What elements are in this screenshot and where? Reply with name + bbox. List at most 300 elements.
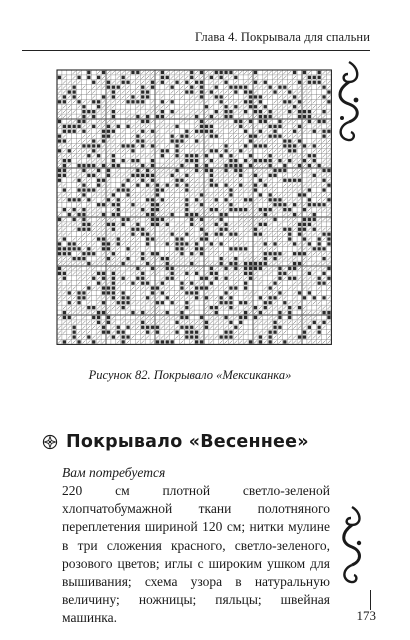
stitch-cell (210, 306, 213, 309)
stitch-cell (254, 71, 257, 74)
stitch-cell (92, 149, 95, 152)
stitch-cell (176, 326, 179, 329)
stitch-cell (77, 213, 80, 216)
stitch-cell (78, 130, 81, 133)
stitch-cell (151, 179, 154, 182)
stitch-cell (303, 81, 306, 84)
stitch-cell (156, 286, 159, 289)
stitch-cell (239, 125, 242, 128)
stitch-cell (126, 301, 129, 304)
stitch-cell (63, 340, 66, 343)
stitch-cell (254, 159, 257, 162)
stitch-cell (171, 189, 174, 192)
stitch-cell (136, 233, 139, 236)
stitch-cell (303, 296, 306, 299)
stitch-cell (244, 169, 247, 172)
stitch-cell (141, 71, 144, 74)
stitch-cell (141, 135, 144, 138)
stitch-cell (190, 267, 193, 270)
stitch-cell (107, 267, 110, 270)
stitch-cell (283, 213, 286, 216)
stitch-cell (156, 321, 159, 324)
stitch-cell (230, 277, 233, 280)
stitch-cell (112, 100, 115, 103)
stitch-cell (151, 208, 154, 211)
stitch-cell (298, 262, 301, 265)
stitch-cell (318, 277, 321, 280)
stitch-cell (229, 306, 232, 309)
stitch-cell (82, 130, 85, 133)
stitch-cell (190, 326, 193, 329)
stitch-cell (254, 321, 257, 324)
stitch-cell (318, 174, 321, 177)
stitch-cell (328, 96, 331, 99)
stitch-cell (269, 296, 272, 299)
stitch-cell (254, 306, 257, 309)
stitch-cell (107, 179, 110, 182)
stitch-cell (234, 326, 237, 329)
stitch-cell (63, 262, 66, 265)
stitch-cell (249, 105, 252, 108)
stitch-cell (269, 149, 272, 152)
top-flourish-icon (334, 60, 364, 145)
stitch-cell (278, 277, 281, 280)
stitch-cell (102, 242, 105, 245)
stitch-cell (63, 233, 66, 236)
stitch-cell (185, 115, 188, 118)
stitch-cell (112, 331, 115, 334)
stitch-cell (73, 149, 76, 152)
stitch-cell (63, 267, 66, 270)
stitch-cell (68, 262, 71, 265)
stitch-cell (161, 257, 164, 260)
stitch-cell (122, 144, 125, 147)
stitch-cell (200, 213, 203, 216)
stitch-cell (288, 203, 291, 206)
stitch-cell (308, 218, 311, 221)
stitch-cell (210, 81, 213, 84)
stitch-cell (293, 105, 296, 108)
stitch-cell (318, 341, 321, 344)
stitch-cell (58, 194, 61, 197)
stitch-cell (322, 233, 325, 236)
stitch-cell (220, 277, 223, 280)
stitch-cell (156, 336, 159, 339)
stitch-cell (293, 81, 296, 84)
stitch-cell (68, 213, 71, 216)
stitch-cell (112, 247, 115, 250)
stitch-cell (293, 282, 296, 285)
stitch-cell (176, 292, 179, 295)
stitch-cell (269, 282, 272, 285)
stitch-cell (176, 228, 179, 231)
stitch-cell (229, 331, 232, 334)
stitch-cell (97, 174, 100, 177)
stitch-cell (264, 149, 267, 152)
stitch-cell (156, 326, 159, 329)
stitch-cell (200, 149, 203, 152)
stitch-cell (239, 174, 242, 177)
stitch-cell (107, 169, 110, 172)
stitch-cell (176, 198, 179, 201)
stitch-cell (328, 282, 331, 285)
stitch-cell (210, 135, 213, 138)
stitch-cell (224, 316, 227, 319)
stitch-cell (288, 159, 291, 162)
stitch-cell (180, 286, 183, 289)
stitch-cell (58, 179, 61, 182)
stitch-cell (244, 301, 247, 304)
stitch-cell (97, 223, 100, 226)
stitch-cell (190, 331, 193, 334)
stitch-cell (161, 169, 164, 172)
stitch-cell (63, 218, 66, 221)
stitch-cell (107, 86, 110, 89)
stitch-cell (107, 233, 110, 236)
stitch-cell (244, 252, 247, 255)
stitch-cell (313, 194, 316, 197)
stitch-cell (200, 140, 203, 143)
stitch-cell (117, 292, 120, 295)
stitch-cell (73, 321, 76, 324)
stitch-cell (200, 331, 203, 334)
stitch-cell (63, 139, 66, 142)
stitch-cell (141, 321, 144, 324)
stitch-cell (264, 71, 267, 74)
stitch-cell (234, 120, 237, 123)
stitch-cell (215, 115, 218, 118)
stitch-cell (161, 154, 164, 157)
stitch-cell (181, 208, 184, 211)
stitch-cell (68, 120, 71, 123)
stitch-cell (112, 252, 115, 255)
stitch-cell (244, 282, 247, 285)
stitch-cell (63, 110, 66, 113)
stitch-cell (195, 154, 198, 157)
stitch-cell (328, 120, 331, 123)
stitch-cell (278, 203, 281, 206)
stitch-cell (122, 233, 125, 236)
stitch-cell (264, 301, 267, 304)
stitch-cell (58, 223, 61, 226)
stitch-cell (220, 242, 223, 245)
stitch-cell (166, 184, 169, 187)
stitch-cell (269, 96, 272, 99)
stitch-cell (293, 292, 296, 295)
stitch-cell (279, 208, 282, 211)
stitch-cell (215, 306, 218, 309)
stitch-cell (293, 76, 296, 79)
stitch-cell (146, 277, 149, 280)
stitch-cell (215, 331, 218, 334)
stitch-cell (259, 105, 262, 108)
stitch-cell (112, 159, 115, 162)
stitch-cell (264, 96, 267, 99)
stitch-cell (269, 233, 272, 236)
stitch-cell (63, 321, 66, 324)
stitch-cell (225, 208, 228, 211)
stitch-cell (78, 194, 81, 197)
stitch-cell (293, 125, 296, 128)
stitch-cells (58, 71, 331, 344)
stitch-cell (220, 125, 223, 128)
stitch-cell (303, 321, 306, 324)
stitch-cell (259, 277, 262, 280)
stitch-cell (185, 86, 188, 89)
stitch-cell (303, 105, 306, 108)
stitch-cell (239, 277, 242, 280)
stitch-cell (298, 321, 301, 324)
stitch-cell (141, 326, 144, 329)
stitch-cell (112, 286, 115, 289)
stitch-cell (200, 296, 203, 299)
stitch-cell (220, 149, 223, 152)
stitch-cell (97, 331, 100, 334)
stitch-cell (254, 144, 257, 147)
stitch-cell (274, 292, 277, 295)
stitch-cell (58, 120, 61, 123)
stitch-cell (254, 223, 257, 226)
stitch-cell (195, 86, 198, 89)
stitch-cell (131, 159, 134, 162)
stitch-cell (190, 203, 193, 206)
stitch-cell (210, 287, 213, 290)
stitch-cell (78, 145, 81, 148)
stitch-cell (298, 301, 301, 304)
stitch-cell (224, 198, 227, 201)
stitch-cell (269, 115, 272, 118)
stitch-cell (259, 193, 262, 196)
stitch-cell (278, 252, 281, 255)
stitch-cell (176, 277, 179, 280)
stitch-cell (181, 306, 184, 309)
stitch-cell (122, 257, 125, 260)
stitch-cell (264, 311, 267, 314)
stitch-cell (102, 262, 105, 265)
stitch-cell (68, 100, 71, 103)
stitch-cell (146, 120, 149, 123)
stitch-cell (78, 277, 81, 280)
stitch-cell (274, 306, 277, 309)
stitch-cell (58, 100, 61, 103)
stitch-cell (181, 233, 184, 236)
stitch-cell (239, 86, 242, 89)
stitch-cell (254, 208, 257, 211)
stitch-cell (141, 149, 144, 152)
stitch-cell (78, 331, 81, 334)
stitch-cell (97, 301, 100, 304)
stitch-cell (318, 242, 321, 245)
stitch-cell (278, 291, 281, 294)
stitch-cell (83, 247, 86, 250)
stitch-cell (318, 203, 321, 206)
stitch-cell (87, 144, 90, 147)
stitch-cell (293, 71, 296, 74)
stitch-cell (107, 135, 110, 138)
stitch-cell (288, 71, 291, 74)
stitch-cell (274, 159, 277, 162)
stitch-cell (87, 233, 90, 236)
stitch-cell (323, 341, 326, 344)
stitch-cell (146, 81, 149, 84)
stitch-cell (63, 95, 66, 98)
stitch-cell (224, 149, 227, 152)
stitch-cell (259, 159, 262, 162)
stitch-cell (283, 154, 286, 157)
stitch-cell (269, 331, 272, 334)
stitch-cell (171, 71, 174, 74)
stitch-cell (254, 257, 257, 260)
stitch-cell (141, 164, 144, 167)
stitch-cell (244, 331, 247, 334)
stitch-cell (322, 130, 325, 133)
stitch-cell (92, 238, 95, 241)
stitch-cell (279, 115, 282, 118)
stitch-cell (180, 237, 183, 240)
stitch-cell (274, 208, 277, 211)
stitch-cell (269, 208, 272, 211)
stitch-cell (298, 341, 301, 344)
stitch-cell (205, 243, 208, 246)
stitch-cell (117, 237, 120, 240)
stitch-cell (313, 159, 316, 162)
stitch-cell (127, 233, 130, 236)
stitch-cell (102, 341, 105, 344)
stitch-cell (328, 252, 331, 255)
stitch-cell (259, 252, 262, 255)
stitch-cell (190, 291, 193, 294)
stitch-cell (181, 154, 184, 157)
stitch-cell (161, 76, 164, 79)
stitch-cell (68, 194, 71, 197)
stitch-cell (136, 125, 139, 128)
stitch-cell (288, 316, 291, 319)
stitch-cell (97, 287, 100, 290)
stitch-cell (298, 105, 301, 108)
stitch-cell (215, 301, 218, 304)
stitch-cell (249, 208, 252, 211)
stitch-cell (273, 130, 276, 133)
stitch-cell (318, 164, 321, 167)
stitch-cell (254, 277, 257, 280)
stitch-cell (146, 282, 149, 285)
stitch-cell (318, 282, 321, 285)
stitch-cell (181, 96, 184, 99)
stitch-cell (279, 341, 282, 344)
stitch-cell (141, 76, 144, 79)
stitch-cell (112, 81, 115, 84)
stitch-cell (283, 169, 286, 172)
stitch-cell (117, 198, 120, 201)
stitch-cell (78, 243, 81, 246)
stitch-cell (264, 238, 267, 241)
stitch-cell (313, 223, 316, 226)
stitch-cell (234, 125, 237, 128)
stitch-cell (249, 95, 252, 98)
stitch-cell (264, 154, 267, 157)
stitch-cell (82, 228, 85, 231)
stitch-cell (156, 296, 159, 299)
stitch-cell (288, 228, 291, 231)
stitch-cell (224, 169, 227, 172)
stitch-cell (298, 213, 301, 216)
stitch-cell (63, 115, 66, 118)
stitch-cell (132, 247, 135, 250)
stitch-cell (73, 125, 76, 128)
stitch-cell (225, 91, 228, 94)
stitch-cell (180, 179, 183, 182)
stitch-cell (323, 154, 326, 157)
stitch-cell (102, 296, 105, 299)
stitch-cell (58, 296, 61, 299)
stitch-cell (279, 287, 282, 290)
stitch-cell (328, 228, 331, 231)
stitch-cell (230, 341, 233, 344)
stitch-cell (259, 331, 262, 334)
stitch-cell (244, 233, 247, 236)
stitch-cell (215, 95, 218, 98)
stitch-cell (298, 184, 301, 187)
stitch-cell (220, 95, 223, 98)
stitch-cell (210, 145, 213, 148)
stitch-cell (117, 326, 120, 329)
stitch-cell (73, 228, 76, 231)
stitch-cell (112, 257, 115, 260)
stitch-cell (195, 115, 198, 118)
stitch-cell (225, 140, 228, 143)
stitch-cell (205, 91, 208, 94)
materials-paragraph: 220 см плотной светло-зеленой хлопчатобумажной ткани полотняного переплетения шириной 120 см; нитки мулине в три сложения красного, светло-зеленого, розового цветов; иглы с широким ушком для вышивания; схема узора в натуральную величину; ножницы; пяльцы; швейная машинка. (62, 483, 330, 626)
stitch-cell (283, 218, 286, 221)
stitch-cell (308, 247, 311, 250)
stitch-cell (249, 115, 252, 118)
stitch-cell (92, 174, 95, 177)
stitch-cell (249, 179, 252, 182)
stitch-cell (78, 71, 81, 74)
stitch-cell (288, 139, 291, 142)
stitch-cell (264, 76, 267, 79)
stitch-cell (136, 213, 139, 216)
stitch-cell (58, 139, 61, 142)
stitch-cell (328, 149, 331, 152)
stitch-cell (117, 71, 120, 74)
stitch-cell (117, 341, 120, 344)
stitch-cell (303, 311, 306, 314)
stitch-cell (288, 306, 291, 309)
stitch-cell (230, 267, 233, 270)
stitch-cell (308, 228, 311, 231)
stitch-cell (283, 194, 286, 197)
stitch-cell (273, 90, 276, 93)
stitch-cell (274, 277, 277, 280)
stitch-cell (303, 228, 306, 231)
stitch-cell (205, 169, 208, 172)
stitch-cell (146, 237, 149, 240)
stitch-cell (249, 262, 252, 265)
stitch-cell (141, 277, 144, 280)
stitch-cell (239, 267, 242, 270)
stitch-cell (259, 218, 262, 221)
stitch-cell (210, 179, 213, 182)
stitch-cell (63, 174, 66, 177)
stitch-cell (131, 100, 134, 103)
stitch-cell (132, 218, 135, 221)
stitch-cell (279, 223, 282, 226)
stitch-cell (107, 247, 110, 250)
stitch-cell (112, 223, 115, 226)
bottom-flourish-icon (338, 505, 366, 585)
stitch-cell (68, 223, 71, 226)
